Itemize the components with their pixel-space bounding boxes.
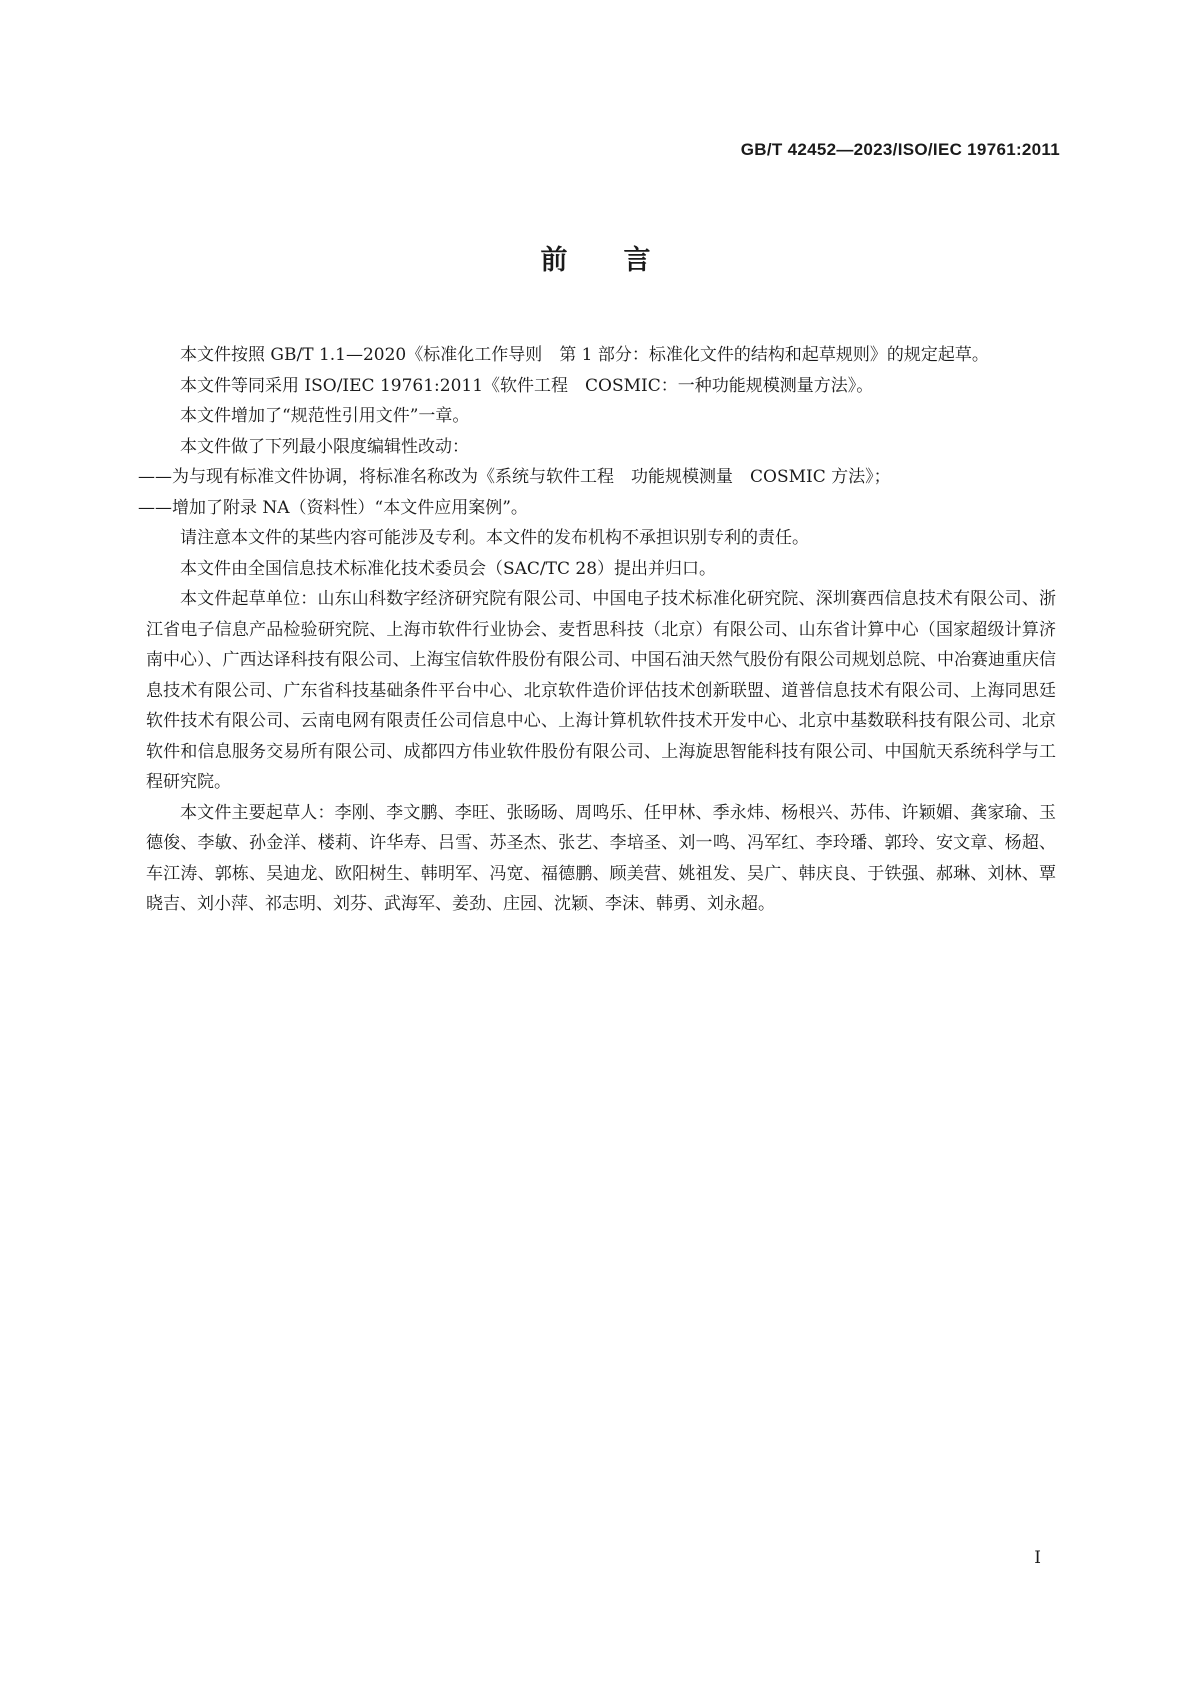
page-number: I	[1034, 1548, 1041, 1568]
paragraph-committee: 本文件由全国信息技术标准化技术委员会（SAC/TC 28）提出并归口。	[180, 558, 717, 579]
document-code: GB/T 42452—2023/ISO/IEC 19761:2011	[740, 140, 1060, 159]
paragraph-drafters: 本文件主要起草人：李刚、李文鹏、李旺、张旸旸、周鸣乐、任甲林、季永炜、杨根兴、苏伟、许颖媚、龚家瑜、玉德俊、李敏、孙金洋、楼莉、许华寿、吕雪、苏圣杰、张艺、李培圣、刘一鸣、冯军红、李玲璠、郭玲、安文章、杨超、车江涛、郭栋、吴迪龙、欧阳树生、韩明军、冯宽、福德鹏、顾美营、姚祖发、吴广、韩庆良、于铁强、郝琳、刘林、覃晓吉、刘小萍、祁志明、刘芬、武海军、姜劲、庄园、沈颖、李沫、韩勇、刘永超。	[146, 802, 1056, 914]
paragraph-editorial-changes: 本文件做了下列最小限度编辑性改动：	[180, 436, 469, 457]
paragraph-adoption: 本文件等同采用 ISO/IEC 19761:2011《软件工程 COSMIC：一种功能规模测量方法》。	[180, 375, 874, 396]
paragraph-drafting-units: 本文件起草单位：山东山科数字经济研究院有限公司、中国电子技术标准化研究院、深圳赛西信息技术有限公司、浙江省电子信息产品检验研究院、上海市软件行业协会、麦哲思科技（北京）有限公司、山东省计算中心（国家超级计算济南中心）、广西达译科技有限公司、上海宝信软件股份有限公司、中国石油天然气股份有限公司规划总院、中冶赛迪重庆信息技术有限公司、广东省科技基础条件平台中心、北京软件造价评估技术创新联盟、道普信息技术有限公司、上海同思廷软件技术有限公司、云南电网有限责任公司信息中心、上海计算机软件技术开发中心、北京中基数联科技有限公司、北京软件和信息服务交易所有限公司、成都四方伟业软件股份有限公司、上海旋思智能科技有限公司、中国航天系统科学与工程研究院。	[146, 589, 1056, 792]
list-item-rename: ——为与现有标准文件协调，将标准名称改为《系统与软件工程 功能规模测量 COSMIC 方法》；	[138, 467, 891, 487]
page-title: 前言	[540, 245, 707, 276]
paragraph-drafting-rules: 本文件按照 GB/T 1.1—2020《标准化工作导则 第 1 部分：标准化文件的结构和起草规则》的规定起草。	[180, 345, 989, 365]
list-item-appendix: ——增加了附录 NA（资料性）“本文件应用案例”。	[138, 497, 528, 518]
document-body	[138, 340, 1056, 920]
paragraph-patent-notice: 请注意本文件的某些内容可能涉及专利。本文件的发布机构不承担识别专利的责任。	[180, 528, 809, 548]
paragraph-added-chapter: 本文件增加了“规范性引用文件”一章。	[180, 406, 470, 426]
